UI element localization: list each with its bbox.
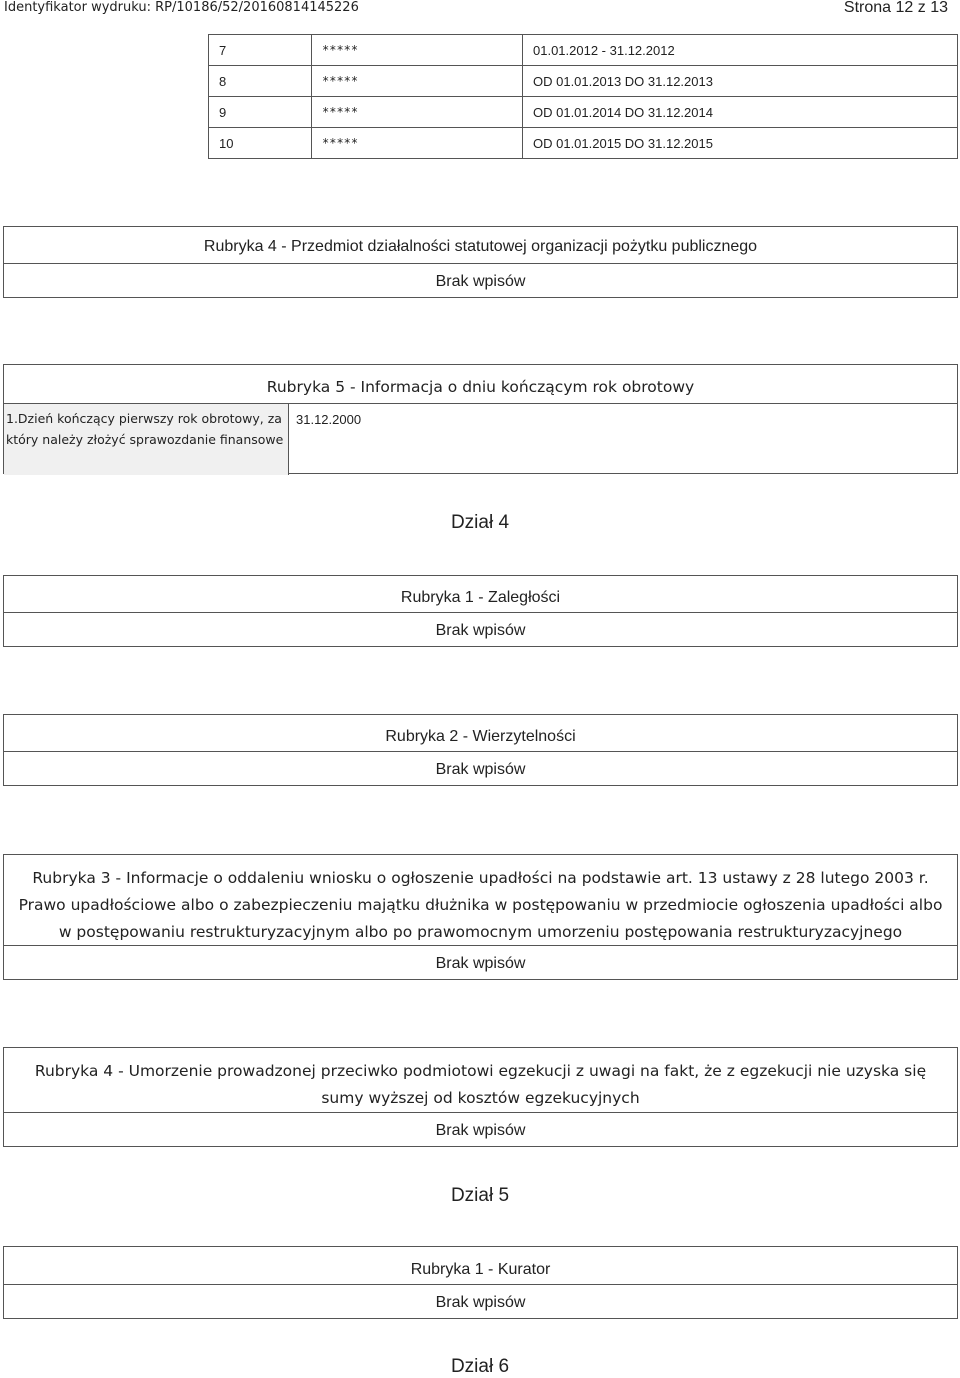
rubryka-fiscal-year-end [3,364,958,474]
period-range: 01.01.2012 - 31.12.2012 [523,35,958,66]
rubryka-value: Brak wpisów [4,1112,957,1147]
rubryka-value: Brak wpisów [4,1284,957,1319]
table-row [209,66,958,97]
period-range: OD 01.01.2013 DO 31.12.2013 [523,66,958,97]
rubryka-value: Brak wpisów [4,612,957,647]
period-number: 10 [209,128,312,159]
rubryka-title: Rubryka 4 - Przedmiot działalności statutowej organizacji pożytku publicznego [203,238,758,255]
table-row [209,35,958,66]
period-number: 8 [209,66,312,97]
fiscal-periods-table [208,34,958,159]
table-row [209,128,958,159]
period-range: OD 01.01.2014 DO 31.12.2014 [523,97,958,128]
fiscal-year-value: 31.12.2000 [296,412,362,427]
rubryka-value: Brak wpisów [4,751,957,786]
fiscal-year-label: 1.Dzień kończący pierwszy rok obrotowy, za który należy złożyć sprawozdanie finansowe [4,404,289,475]
section-title-dzial-5: Dział 5 [450,1185,510,1206]
period-range: OD 01.01.2015 DO 31.12.2015 [523,128,958,159]
rubryka-enforcement-discontinued [3,1047,958,1147]
print-identifier: Identyfikator wydruku: RP/10186/52/20160814145226 [4,0,359,15]
section-title-dzial-4: Dział 4 [450,512,510,533]
period-masked: ***** [312,66,523,97]
rubryka-title: Rubryka 4 - Umorzenie prowadzonej przeciwko podmiotowi egzekucji z uwagi na fakt, że z egzekucji nie uzyska się sumy wyższej od kosztów egzekucyjnych [34,1062,927,1107]
rubryka-title: Rubryka 1 - Zaległości [400,589,561,606]
rubryka-arrears [3,575,958,647]
table-row [209,97,958,128]
rubryka-value: Brak wpisów [4,263,957,298]
rubryka-title: Rubryka 1 - Kurator [410,1261,551,1278]
rubryka-receivables [3,714,958,786]
period-masked: ***** [312,97,523,128]
section-title-dzial-6: Dział 6 [450,1356,510,1377]
rubryka-title: Rubryka 3 - Informacje o oddaleniu wniosku o ogłoszenie upadłości na podstawie art. 13 ustawy z 28 lutego 2003 r. Prawo upadłościowe albo o zabezpieczeniu majątku dłużnika w postępowaniu w przedmiocie ogłoszenia upadłości albo w postępowaniu restrukturyzacyjnym albo po prawomocnym umorzeniu postępowania restrukturyzacyjnego [18,869,943,941]
period-number: 7 [209,35,312,66]
page-number: Strona 12 z 13 [843,0,948,16]
rubryka-title: Rubryka 5 - Informacja o dniu kończącym rok obrotowy [266,378,695,396]
period-masked: ***** [312,128,523,159]
rubryka-statutory-activity [3,226,958,298]
period-masked: ***** [312,35,523,66]
rubryka-title: Rubryka 2 - Wierzytelności [385,728,576,745]
fiscal-year-row [4,403,957,474]
period-number: 9 [209,97,312,128]
rubryka-value: Brak wpisów [4,945,957,980]
rubryka-bankruptcy-info [3,854,958,980]
rubryka-curator [3,1246,958,1319]
